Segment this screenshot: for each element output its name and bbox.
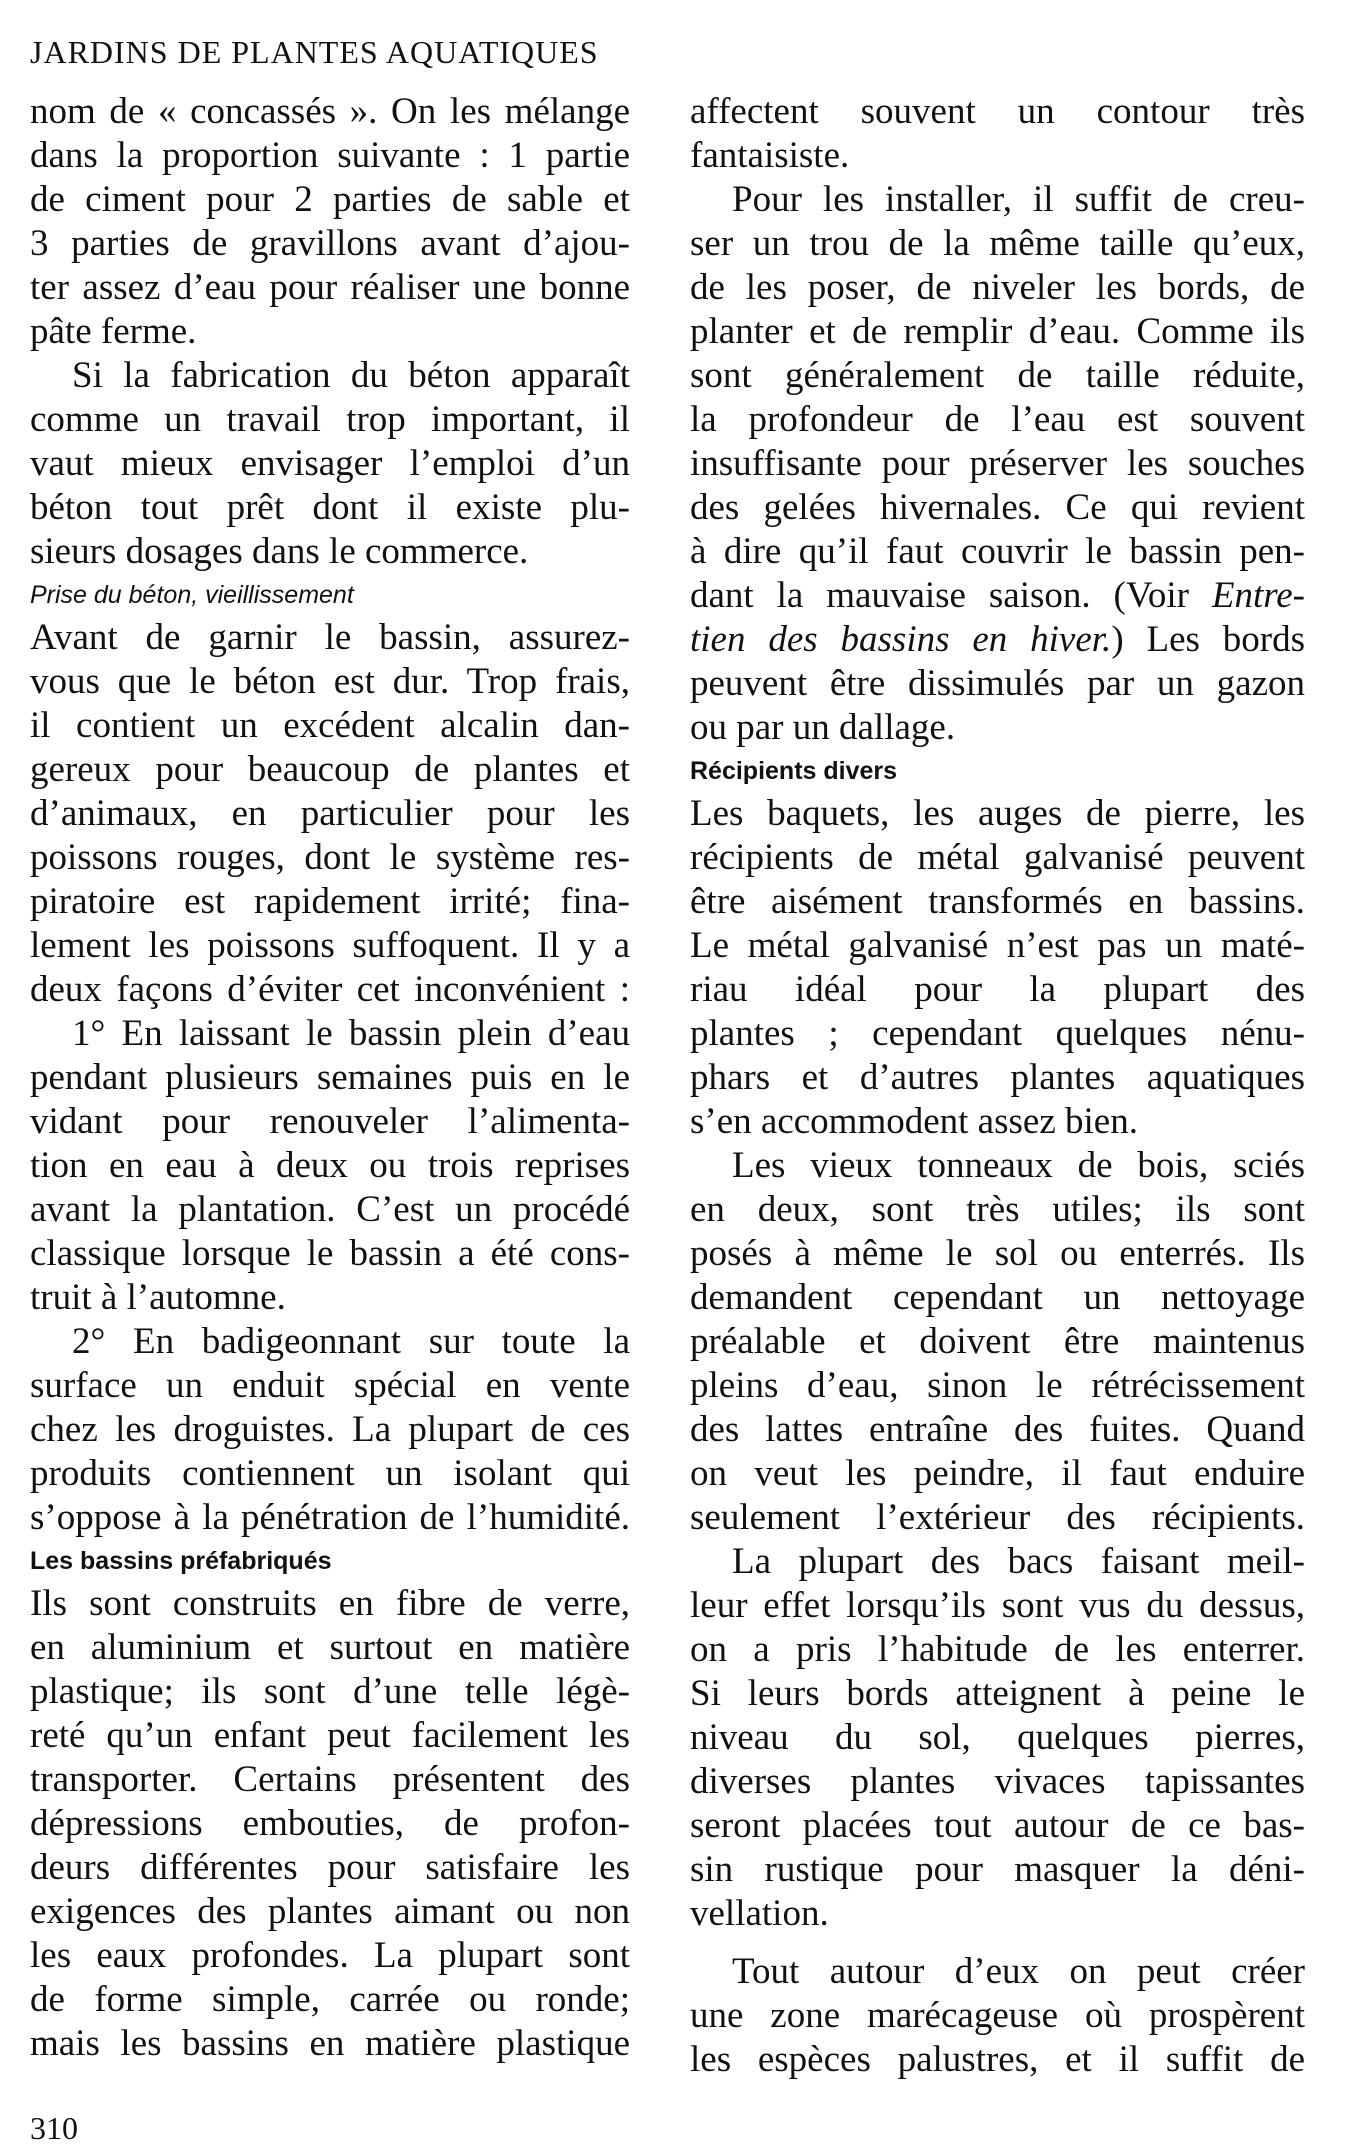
paragraph [30, 354, 630, 574]
text-line: demandent cependant un nettoyage [690, 1277, 1305, 1318]
text-line: chez les droguistes. La plupart de ces [30, 1409, 630, 1450]
cross-reference: tien des bassins en hiver. [690, 619, 1112, 660]
text-line: Pour les installer, il suffit de creu- [732, 179, 1305, 220]
text-line: mais les bassins en matière plastique [30, 2023, 630, 2064]
text-line: des gelées hivernales. Ce qui revient [690, 487, 1305, 528]
text-line: sont généralement de taille réduite, [690, 355, 1305, 396]
text-line: classique lorsque le bassin a été cons- [30, 1233, 630, 1274]
text-line: pâte ferme. [30, 311, 197, 352]
text-line: vidant pour renouveler l’alimenta- [30, 1101, 630, 1142]
paragraph [690, 1950, 1305, 2082]
text-line: 3 parties de gravillons avant d’ajou- [30, 223, 630, 264]
text-line: Avant de garnir le bassin, assurez- [30, 617, 630, 658]
text-line: de forme simple, carrée ou ronde; [30, 1979, 630, 2020]
text-line: on a pris l’habitude de les enterrer. [690, 1629, 1305, 1670]
text-line: plastique; ils sont d’une telle légè- [30, 1671, 630, 1712]
text-line: seulement l’extérieur des récipients. [690, 1497, 1305, 1538]
text-line: Les vieux tonneaux de bois, sciés [732, 1145, 1305, 1186]
text-line: les espèces palustres, et il suffit de [690, 2039, 1305, 2080]
text-line: diverses plantes vivaces tapissantes [690, 1761, 1305, 1802]
text-line: deux façons d’éviter cet inconvénient : [30, 969, 630, 1010]
text-line: peuvent être dissimulés par un gazon [690, 663, 1305, 704]
text-line: leur effet lorsqu’ils sont vus du dessus, [690, 1585, 1305, 1626]
paragraph [30, 616, 630, 1012]
text-line: de les poser, de niveler les bords, de [690, 267, 1305, 308]
running-header: JARDINS DE PLANTES AQUATIQUES [30, 34, 599, 70]
text-line: Le métal galvanisé n’est pas un maté- [690, 925, 1305, 966]
text-line: la profondeur de l’eau est souvent [690, 399, 1305, 440]
text-line: béton tout prêt dont il existe plu- [30, 487, 630, 528]
text-line: La plupart des bacs faisant meil- [732, 1541, 1305, 1582]
text-line: on veut les peindre, il faut enduire [690, 1453, 1305, 1494]
text-line: une zone marécageuse où prospèrent [690, 1995, 1305, 2036]
text-line: poissons rouges, dont le système res- [30, 837, 630, 878]
text-line: récipients de métal galvanisé peuvent [690, 837, 1305, 878]
paragraph [690, 90, 1305, 178]
text-line: lement les poissons suffoquent. Il y a [30, 925, 630, 966]
text-line: avant la plantation. C’est un procédé [30, 1189, 630, 1230]
text-line: Tout autour d’eux on peut créer [732, 1951, 1305, 1992]
section-subheading: Les bassins préfabriqués [30, 1547, 332, 1575]
text-line: deurs différentes pour satisfaire les [30, 1847, 630, 1888]
page-number: 310 [30, 2110, 78, 2146]
text-line: comme un travail trop important, il [30, 399, 630, 440]
text-line: sin rustique pour masquer la déni- [690, 1849, 1305, 1890]
text-line: être aisément transformés en bassins. [690, 881, 1305, 922]
text-line: dépressions embouties, de profon- [30, 1803, 630, 1844]
text-line: ter assez d’eau pour réaliser une bonne [30, 267, 630, 308]
text-line: niveau du sol, quelques pierres, [690, 1717, 1305, 1758]
text-line: piratoire est rapidement irrité; fina- [30, 881, 630, 922]
text-line: insuffisante pour préserver les souches [690, 443, 1305, 484]
cross-reference: Entre- [1211, 575, 1305, 616]
text-line: 1° En laissant le bassin plein d’eau [72, 1013, 630, 1054]
text-line: les eaux profondes. La plupart sont [30, 1935, 630, 1976]
right-column [690, 90, 1305, 2082]
text-line: ser un trou de la même taille qu’eux, [690, 223, 1305, 264]
text-line: d’animaux, en particulier pour les [30, 793, 630, 834]
text-line: surface un enduit spécial en vente [30, 1365, 630, 1406]
text-line: exigences des plantes aimant ou non [30, 1891, 630, 1932]
text-line: nom de « concassés ». On les mélange [30, 91, 630, 132]
text-line: reté qu’un enfant peut facilement les [30, 1715, 630, 1756]
text-line: planter et de remplir d’eau. Comme ils [690, 311, 1305, 352]
paragraph [690, 792, 1305, 1144]
text-line: pendant plusieurs semaines puis en le [30, 1057, 630, 1098]
text-fragment: ) Les bords [1111, 619, 1305, 660]
text-line: vellation. [690, 1893, 829, 1934]
text-line: produits contiennent un isolant qui [30, 1453, 630, 1494]
text-line: pleins d’eau, sinon le rétrécissement [690, 1365, 1305, 1406]
text-line: Si leurs bords atteignent à peine le [690, 1673, 1305, 1714]
text-line: ou par un dallage. [690, 707, 956, 748]
text-line: posés à même le sol ou enterrés. Ils [690, 1233, 1305, 1274]
text-line: fantaisiste. [690, 135, 850, 176]
paragraph [690, 1144, 1305, 1540]
text-line: dans la proportion suivante : 1 partie [30, 135, 630, 176]
left-column [30, 90, 630, 2066]
paragraph [690, 1540, 1305, 1936]
text-line: préalable et doivent être maintenus [690, 1321, 1305, 1362]
section-subheading: Prise du béton, vieillissement [30, 581, 354, 609]
text-line: seront placées tout autour de ce bas- [690, 1805, 1305, 1846]
text-line: Ils sont construits en fibre de verre, [30, 1583, 630, 1624]
paragraph [30, 90, 630, 354]
text-line: Les baquets, les auges de pierre, les [690, 793, 1305, 834]
text-line: phars et d’autres plantes aquatiques [690, 1057, 1305, 1098]
text-line: affectent souvent un contour très [690, 91, 1305, 132]
text-line: à dire qu’il faut couvrir le bassin pen- [690, 531, 1305, 572]
text-line: s’oppose à la pénétration de l’humidité. [30, 1497, 630, 1538]
text-line: tion en eau à deux ou trois reprises [30, 1145, 630, 1186]
text-line: sieurs dosages dans le commerce. [30, 531, 529, 572]
text-line: truit à l’automne. [30, 1277, 286, 1318]
text-fragment: dant la mauvaise saison. (Voir [690, 575, 1189, 616]
text-line: en deux, sont très utiles; ils sont [690, 1189, 1305, 1230]
text-line: vaut mieux envisager l’emploi d’un [30, 443, 630, 484]
text-line [690, 618, 1305, 662]
paragraph [690, 178, 1305, 750]
section-subheading: Récipients divers [690, 757, 898, 785]
text-line: transporter. Certains présentent des [30, 1759, 630, 1800]
text-line: des lattes entraîne des fuites. Quand [690, 1409, 1305, 1450]
text-line: riau idéal pour la plupart des [690, 969, 1305, 1010]
text-line: il contient un excédent alcalin dan- [30, 705, 630, 746]
text-line: de ciment pour 2 parties de sable et [30, 179, 630, 220]
paragraph [30, 1320, 630, 1540]
text-line: gereux pour beaucoup de plantes et [30, 749, 630, 790]
text-line: 2° En badigeonnant sur toute la [72, 1321, 630, 1362]
text-line: plantes ; cependant quelques nénu- [690, 1013, 1305, 1054]
text-line: s’en accommodent assez bien. [690, 1101, 1138, 1142]
text-line: Si la fabrication du béton apparaît [72, 355, 630, 396]
text-line: en aluminium et surtout en matière [30, 1627, 630, 1668]
paragraph [30, 1012, 630, 1320]
text-line [690, 574, 1305, 618]
text-line: vous que le béton est dur. Trop frais, [30, 661, 630, 702]
paragraph [30, 1582, 630, 2066]
